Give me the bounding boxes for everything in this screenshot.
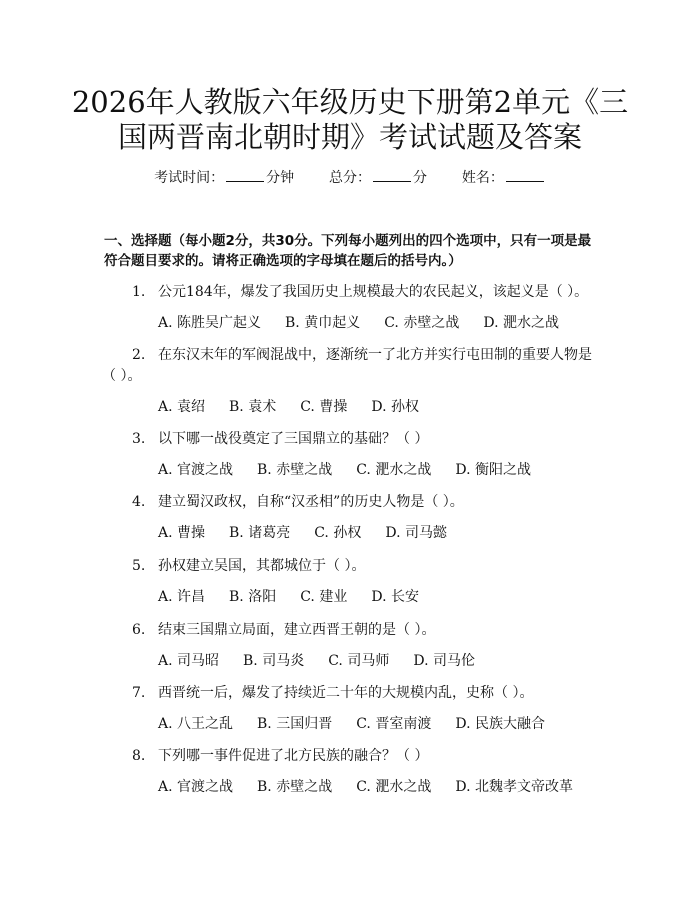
section-title: 一、选择题（每小题2分，共30分。下列每小题列出的四个选项中，只有一项是最符合题目要求的。请将正确选项的字母填在题后的括号内。） — [104, 233, 592, 269]
option-d: D. 北魏孝文帝改革 — [455, 779, 573, 795]
question-number: 4. — [132, 494, 146, 510]
options-5 — [158, 587, 443, 607]
score-unit: 分 — [413, 170, 427, 186]
option-b: B. 司马炎 — [243, 653, 305, 669]
question-2 — [100, 345, 620, 365]
option-a: A. 许昌 — [158, 589, 206, 605]
question-number: 5. — [132, 558, 146, 574]
question-5 — [100, 556, 620, 576]
question-text: 建立蜀汉政权，自称“汉丞相”的历史人物是（ ）。 — [158, 494, 464, 510]
time-unit: 分钟 — [266, 170, 295, 186]
option-b: B. 三国归晋 — [257, 716, 333, 732]
name-label: 姓名： — [461, 170, 504, 186]
option-d: D. 衡阳之战 — [455, 462, 531, 478]
time-blank — [226, 169, 264, 182]
question-text: 以下哪一战役奠定了三国鼎立的基础？（ ） — [158, 431, 429, 447]
options-3 — [158, 460, 555, 480]
question-number: 8. — [132, 748, 146, 764]
exam-info-line — [0, 167, 700, 187]
option-b: B. 赤壁之战 — [257, 779, 333, 795]
question-text: 孙权建立吴国，其都城位于（ ）。 — [158, 558, 366, 574]
name-blank — [506, 169, 544, 182]
option-d: D. 孙权 — [371, 399, 419, 415]
options-7 — [158, 714, 569, 734]
option-c: C. 司马师 — [328, 653, 390, 669]
question-text: 西晋统一后，爆发了持续近二十年的大规模内乱，史称（ ）。 — [158, 685, 534, 701]
option-d: D. 司马伦 — [413, 653, 475, 669]
question-3 — [100, 429, 620, 449]
question-1 — [100, 282, 620, 302]
option-a: A. 官渡之战 — [158, 779, 234, 795]
option-a: A. 曹操 — [158, 525, 206, 541]
option-c: C. 淝水之战 — [356, 779, 432, 795]
option-b: B. 赤壁之战 — [257, 462, 333, 478]
question-text: 在东汉末年的军阀混战中，逐渐统一了北方并实行屯田制的重要人物是 — [158, 347, 592, 363]
question-text: 下列哪一事件促进了北方民族的融合？（ ） — [158, 748, 429, 764]
options-6 — [158, 651, 499, 671]
option-a: A. 袁绍 — [158, 399, 206, 415]
option-c: C. 孙权 — [314, 525, 362, 541]
options-2 — [158, 397, 443, 417]
option-d: D. 淝水之战 — [483, 315, 559, 331]
option-c: C. 赤壁之战 — [384, 315, 460, 331]
question-2-continued — [102, 366, 622, 386]
question-text-cont: （ ）。 — [102, 368, 142, 384]
options-4 — [158, 523, 471, 543]
options-8 — [158, 777, 597, 797]
question-number: 1. — [132, 284, 146, 300]
question-number: 6. — [132, 622, 146, 638]
time-label: 考试时间： — [154, 170, 225, 186]
option-d: D. 民族大融合 — [455, 716, 545, 732]
option-b: B. 黄巾起义 — [285, 315, 361, 331]
option-a: A. 司马昭 — [158, 653, 220, 669]
question-6 — [100, 620, 620, 640]
option-a: A. 八王之乱 — [158, 716, 234, 732]
option-d: D. 司马懿 — [385, 525, 447, 541]
question-8 — [100, 746, 620, 766]
option-c: C. 曹操 — [300, 399, 348, 415]
page-title-line2: 国两晋南北朝时期》考试试题及答案 — [117, 120, 582, 154]
question-text: 结束三国鼎立局面，建立西晋王朝的是（ ）。 — [158, 622, 436, 638]
question-number: 3. — [132, 431, 146, 447]
option-c: C. 晋室南渡 — [356, 716, 432, 732]
question-7 — [100, 683, 620, 703]
options-1 — [158, 313, 583, 333]
question-text: 公元184年，爆发了我国历史上规模最大的农民起义，该起义是（ ）。 — [158, 284, 589, 300]
option-a: A. 官渡之战 — [158, 462, 234, 478]
score-label: 总分： — [329, 170, 371, 186]
option-b: B. 袁术 — [229, 399, 277, 415]
option-c: C. 建业 — [300, 589, 348, 605]
option-d: D. 长安 — [371, 589, 419, 605]
option-a: A. 陈胜吴广起义 — [158, 315, 262, 331]
question-number: 2. — [132, 347, 146, 363]
page-title-line1: 2026年人教版六年级历史下册第2单元《三 — [71, 85, 629, 119]
question-number: 7. — [132, 685, 146, 701]
option-b: B. 诸葛亮 — [229, 525, 291, 541]
option-c: C. 淝水之战 — [356, 462, 432, 478]
option-b: B. 洛阳 — [229, 589, 277, 605]
score-blank — [373, 169, 411, 182]
question-4 — [100, 492, 620, 512]
